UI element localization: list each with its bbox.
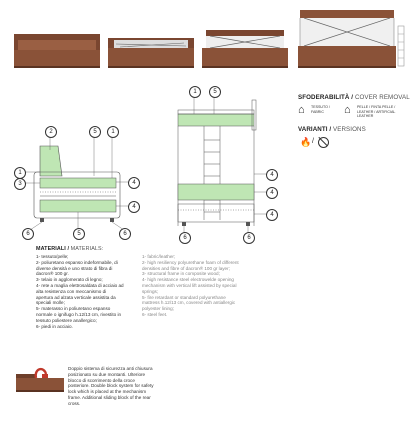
material-en-3: 3- structural frame in composite wood;	[142, 271, 220, 277]
leather-label: PELLE / FINTA PELLE / LEATHER / ARTIFICIAL LEATHER	[357, 105, 396, 119]
materials-list-english	[142, 254, 242, 318]
cover-removal-title: SFODERABILITÀ / COVER REMOVAL	[298, 94, 410, 101]
leather-option	[344, 104, 412, 118]
sofa-sequence	[0, 0, 416, 80]
front-bunk-graphic	[160, 80, 290, 250]
safety-lock-graphic	[14, 364, 66, 394]
leather-hanger-icon: ⌂	[344, 104, 351, 116]
material-it-3: 3- telaio in agglomerato di legno;	[36, 277, 103, 283]
callout-6: 6	[119, 228, 131, 240]
side-section-drawing	[0, 120, 150, 250]
fabric-option	[298, 104, 346, 118]
safety-note: Doppio sistema di sicurezza anti chiusura posizionato su due montanti. Ulteriore blocco di scorrimento della croce posteriore. Double block system for safety lock which is placed at the mechanism frame. Additional sliding block of the rear cross.	[68, 366, 155, 406]
sofa-opening-1-image	[108, 38, 194, 68]
material-it-2: 2- poliuretano espanso indeformabile, di diverse densità e uno strato di fibra di dacron® 100 gr.	[36, 259, 119, 277]
materials-list-italian	[36, 254, 124, 329]
callout-5: 5	[89, 126, 101, 138]
callout-6: 6	[179, 232, 191, 244]
material-en-1: 1- fabric/leather;	[142, 254, 176, 259]
callout-1: 1	[107, 126, 119, 138]
callout-3: 3	[14, 178, 26, 190]
callout-4: 4	[128, 177, 140, 189]
callout-1: 1	[189, 86, 201, 98]
material-en-4: 4- high resistance steel electrowelde opening mechanism with vertical lift assisted by special springs;	[142, 277, 238, 294]
materials-title: MATERIALI / MATERIALS:	[36, 246, 104, 252]
sofa-sequence-graphic	[0, 0, 416, 80]
callout-4: 4	[128, 201, 140, 213]
fire-retardant-icon: 🔥	[300, 137, 312, 147]
material-it-6: 6- piedi in acciaio.	[36, 323, 73, 329]
callout-1: 1	[14, 167, 26, 179]
callout-6: 6	[22, 228, 34, 240]
callout-4: 4	[266, 187, 278, 199]
versions-title: VARIANTI / VERSIONS	[298, 126, 366, 133]
versions-section	[298, 126, 413, 156]
material-it-1: 1- tessuto/pelle;	[36, 254, 69, 259]
callout-5: 5	[209, 86, 221, 98]
sofa-bunk-open-image	[298, 10, 404, 68]
material-it-4: 4- rete a maglia elettrosaldata di acciaio ad alta resistenza con meccanismo di apertura ad alzata verticale assistita da speciali molle;	[36, 282, 125, 306]
material-en-6: 6- steel feet.	[142, 311, 168, 317]
front-bunk-drawing	[160, 80, 290, 250]
fabric-label: TESSUTO / FABRIC	[311, 105, 330, 114]
slash-separator: /	[312, 138, 314, 145]
callout-6: 6	[243, 232, 255, 244]
callout-4: 4	[266, 209, 278, 221]
fabric-hanger-icon: ⌂	[298, 104, 305, 116]
sofa-closed-image	[14, 34, 100, 68]
callout-5: 5	[73, 228, 85, 240]
callout-4: 4	[266, 169, 278, 181]
material-en-2: 2- high resiliency polyurethane foam of different densities and fibre of dacron® 100 gr layer;	[142, 259, 240, 271]
sofa-opening-2-image	[202, 30, 288, 68]
material-it-5: 5- materasso in poliuretano espanso normale o ignifugo h.12/13 cm, rivestito in tessuto poliestere anallergico;	[36, 306, 123, 323]
safety-lock-image	[14, 364, 66, 394]
material-en-5: 5- fire retardant or standard polyurethane mattress h.12/13 cm, covered with antiallergic polyester lining;	[142, 294, 237, 312]
callout-2: 2	[45, 126, 57, 138]
